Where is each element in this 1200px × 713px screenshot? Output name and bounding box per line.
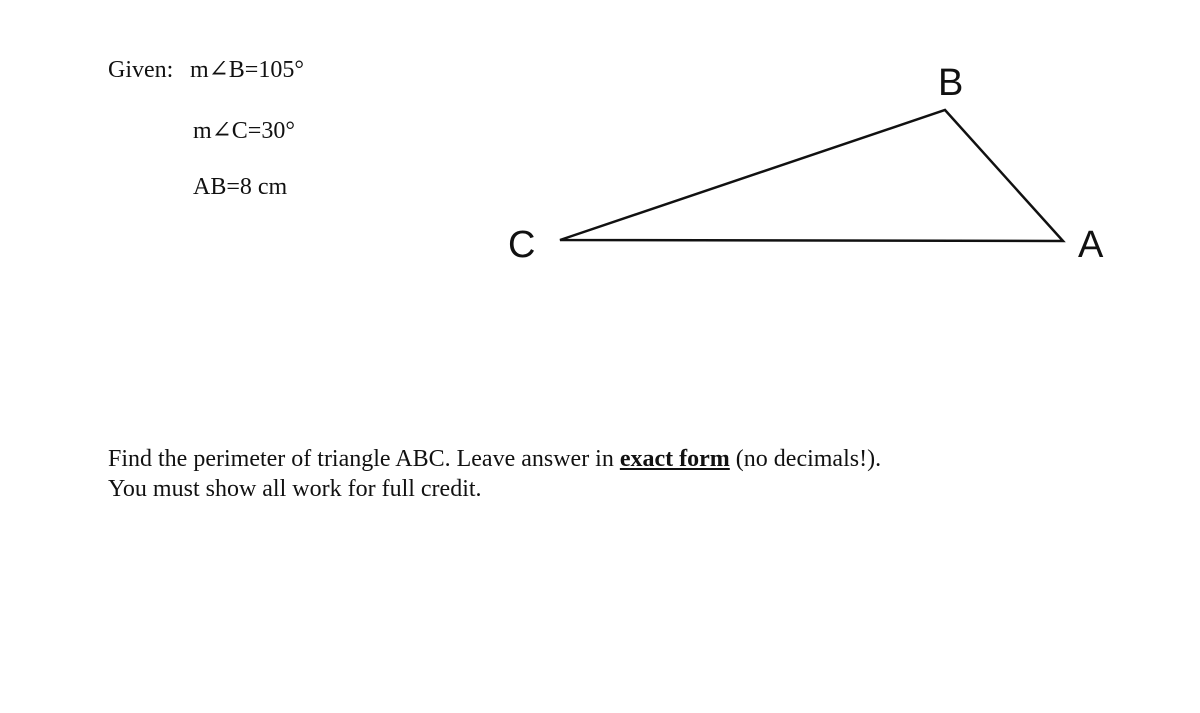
vertex-label-b: B [938, 62, 964, 104]
problem-statement [108, 444, 881, 504]
exact-form-emphasis: exact form [619, 446, 730, 472]
given-side-ab: AB=8 cm [193, 174, 288, 200]
vertex-label-a: A [1078, 224, 1104, 266]
vertex-label-c: C [508, 224, 536, 266]
given-angle-b: m∠B=105° [190, 57, 304, 83]
problem-line-1-end: (no decimals!). [729, 446, 882, 472]
given-label: Given: [108, 57, 174, 83]
given-angle-c: m∠C=30° [193, 118, 295, 144]
problem-line-2: You must show all work for full credit. [108, 476, 482, 502]
triangle-abc [560, 110, 1063, 241]
problem-line-1 [108, 444, 881, 474]
problem-line-1-start: Find the perimeter of triangle ABC. Leave answer in [108, 446, 620, 472]
